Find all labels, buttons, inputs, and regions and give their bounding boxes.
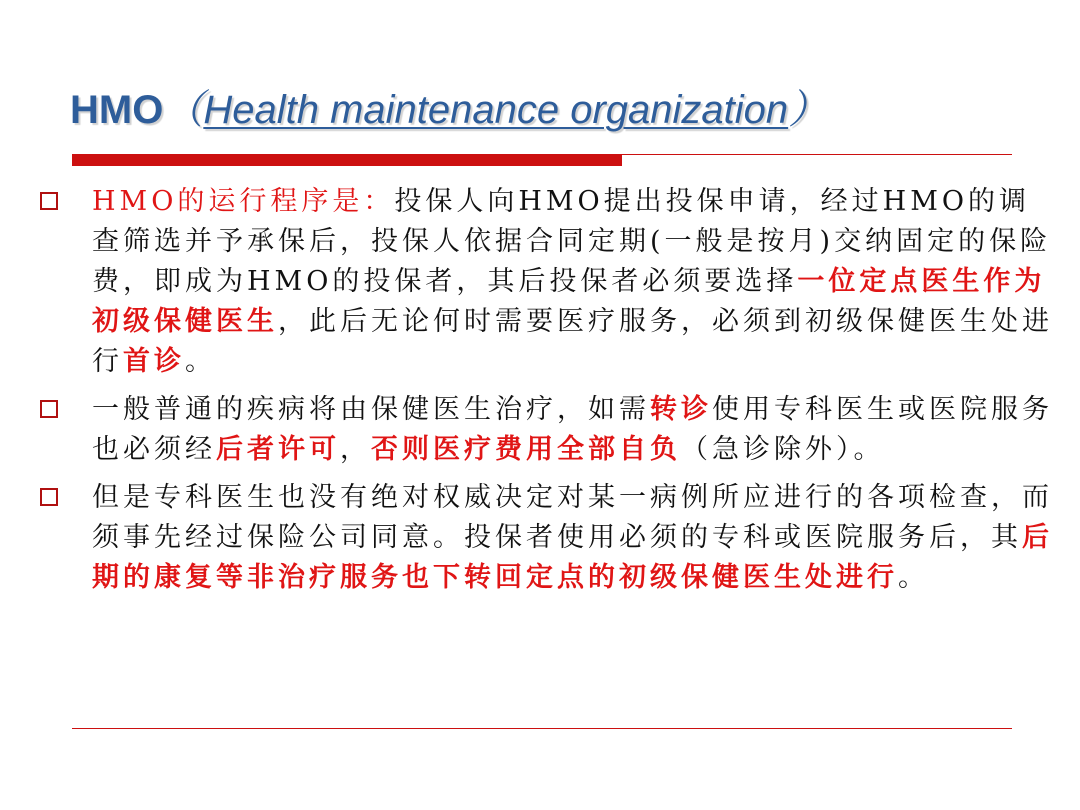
checkbox-bullet-icon: [40, 488, 58, 506]
checkbox-bullet-icon: [40, 400, 58, 418]
title-paren-open: （: [163, 88, 204, 132]
bullet-2-segment-3: 使用专科医生或医院服务也必须经: [92, 394, 1053, 465]
bullet-item-3: [30, 478, 1060, 598]
bullet-1-segment-1: HMO的运行程序是：: [92, 186, 395, 217]
bullet-3-segment-2: 后期的康复等非治疗服务也下转回定点的初级保健医生处进行: [92, 522, 1053, 593]
bullet-1-segment-6: 。: [185, 346, 216, 377]
bullet-2-segment-2: 转诊: [650, 394, 712, 425]
bullet-3-segment-3: 。: [898, 562, 929, 593]
footer-divider-line: [72, 728, 1012, 729]
slide-title: [70, 84, 828, 136]
bullet-1-segment-5: 首诊: [123, 346, 185, 377]
bullet-item-1: [30, 182, 1060, 382]
title-underline-bar: [72, 154, 622, 166]
bullet-2-segment-1: 一般普通的疾病将由保健医生治疗，如需: [92, 394, 650, 425]
title-full-name: Health maintenance organization: [203, 88, 789, 132]
bullet-1-segment-3: 一位定点医生作为初级保健医生: [92, 266, 1046, 337]
title-paren-close: ）: [788, 88, 829, 132]
bullet-1-segment-2: 投保人向HMO提出投保申请，经过HMO的调查筛选并予承保后，投保人依据合同定期(一般是按月)交纳固定的保险费，即成为HMO的投保者，其后投保者必须要选择: [92, 186, 1052, 297]
bullet-item-2: [30, 390, 1060, 470]
title-abbreviation: HMO: [70, 88, 164, 132]
checkbox-bullet-icon: [40, 192, 58, 210]
bullet-2-segment-6: 否则医疗费用全部自负: [371, 434, 681, 465]
bullet-3-segment-1: 但是专科医生也没有绝对权威决定对某一病例所应进行的各项检查，而须事先经过保险公司同意。投保者使用必须的专科或医院服务后，其: [92, 482, 1053, 553]
bullet-2-segment-7: （急诊除外）。: [681, 434, 885, 465]
bullet-list: [30, 182, 1060, 606]
bullet-2-segment-4: 后者许可: [216, 434, 340, 465]
bullet-1-segment-4: ，此后无论何时需要医疗服务，必须到初级保健医生处进行: [92, 306, 1053, 377]
title-divider-line: [622, 154, 1012, 155]
bullet-2-segment-5: ，: [340, 434, 371, 465]
